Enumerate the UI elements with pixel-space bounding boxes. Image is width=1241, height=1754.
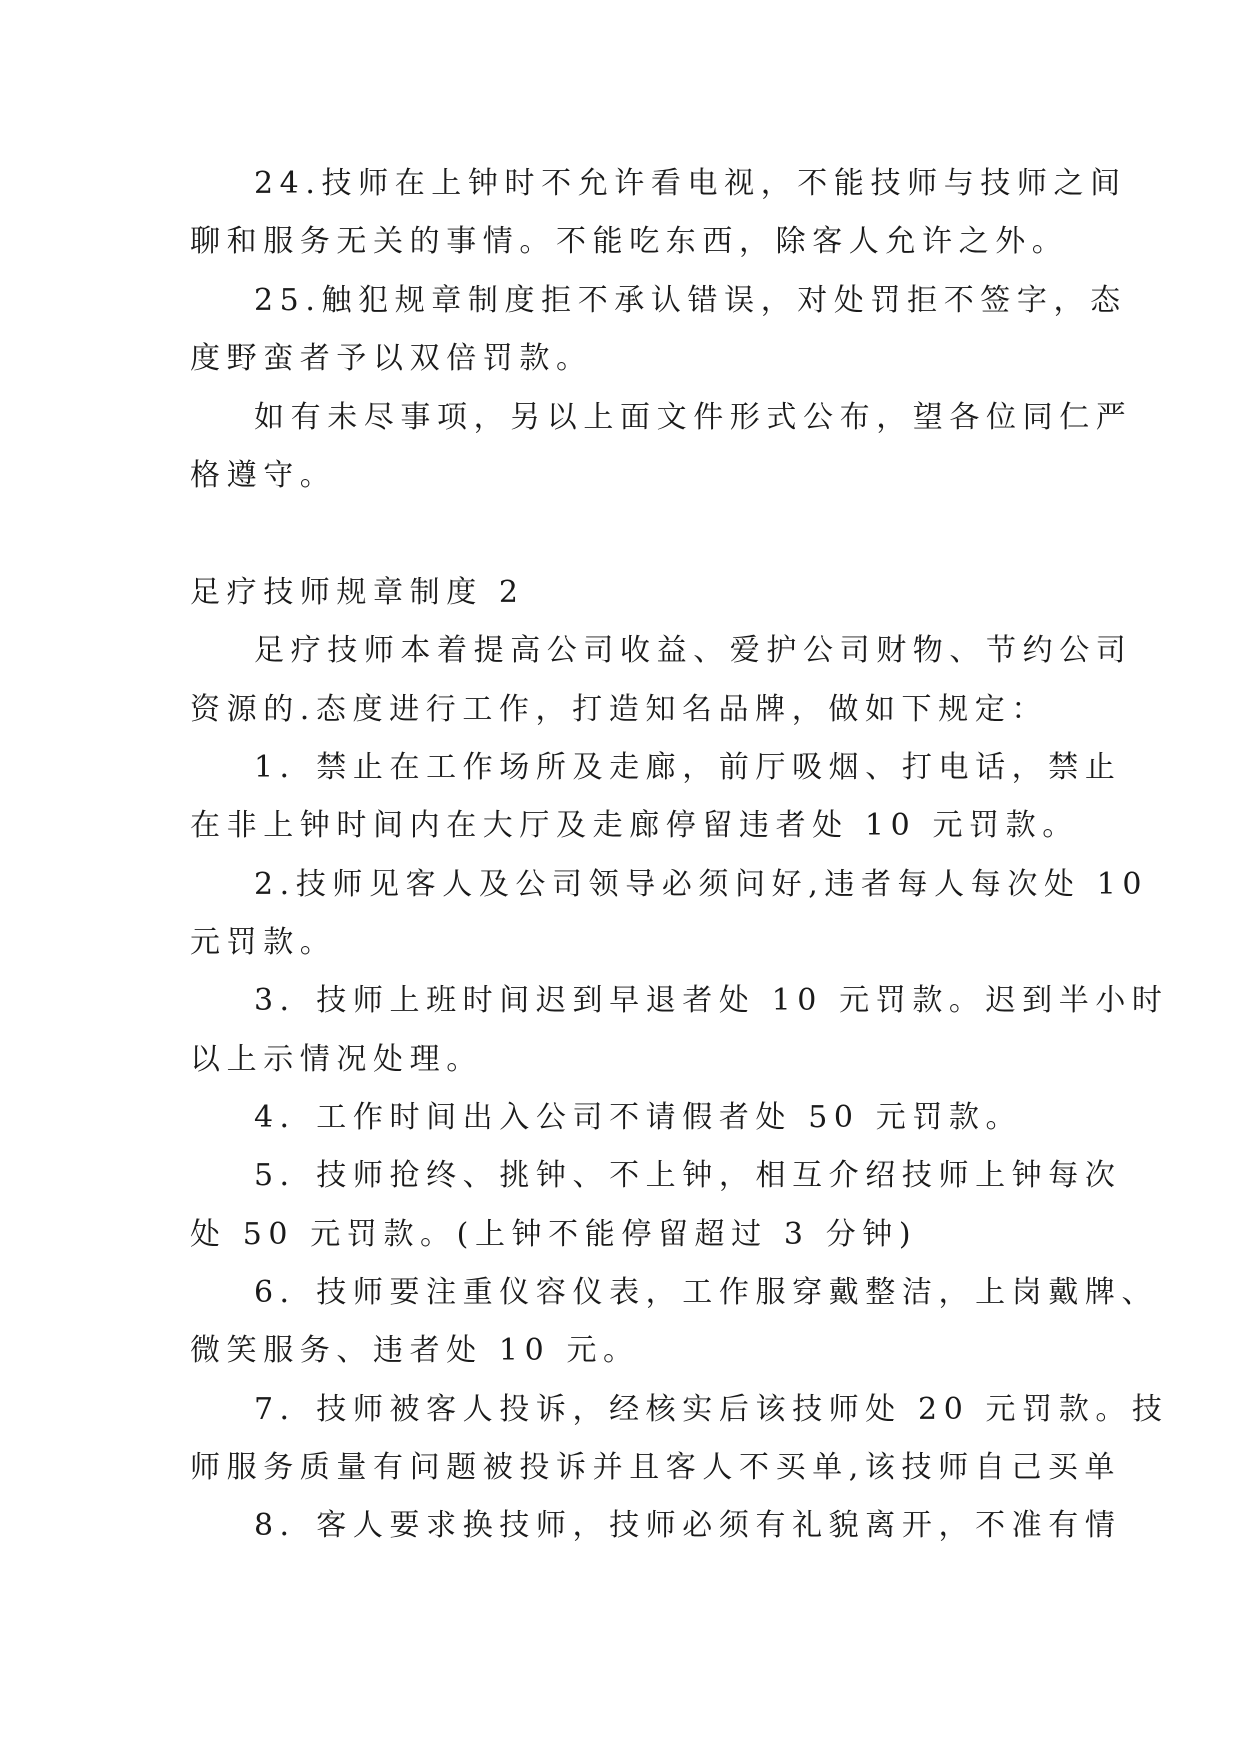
paragraph-24-line-1: 24.技师在上钟时不允许看电视，不能技师与技师之间 (254, 166, 1127, 201)
rule-2-line-2: 元罚款。 (190, 925, 337, 960)
rule-4-line-1: 4．工作时间出入公司不请假者处 50 元罚款。 (254, 1100, 1023, 1135)
section-heading: 足疗技师规章制度 2 (190, 575, 525, 610)
rule-3-line-1: 3．技师上班时间迟到早退者处 10 元罚款。迟到半小时 (254, 983, 1169, 1018)
rule-5-line-2: 处 50 元罚款。(上钟不能停留超过 3 分钟) (190, 1217, 918, 1252)
rule-7-line-1: 7．技师被客人投诉，经核实后该技师处 20 元罚款。技 (254, 1392, 1169, 1427)
rule-8-line-1: 8．客人要求换技师，技师必须有礼貌离开，不准有情 (254, 1508, 1122, 1543)
rule-6-line-1: 6．技师要注重仪容仪表，工作服穿戴整洁，上岗戴牌、 (254, 1275, 1159, 1310)
rule-1-line-1: 1．禁止在工作场所及走廊，前厅吸烟、打电话，禁止 (254, 750, 1122, 785)
rule-6-line-2: 微笑服务、违者处 10 元。 (190, 1333, 640, 1368)
rule-2-line-1: 2.技师见客人及公司领导必须问好,违者每人每次处 10 (254, 867, 1149, 902)
rule-7-line-2: 师服务质量有问题被投诉并且客人不买单,该技师自己买单 (190, 1450, 1122, 1485)
closing-note-line-2: 格遵守。 (190, 458, 337, 493)
paragraph-25-line-1: 25.触犯规章制度拒不承认错误，对处罚拒不签字，态 (254, 283, 1127, 318)
intro-line-2: 资源的.态度进行工作，打造知名品牌，做如下规定： (190, 692, 1048, 727)
intro-line-1: 足疗技师本着提高公司收益、爱护公司财物、节约公司 (254, 633, 1133, 668)
rule-1-line-2: 在非上钟时间内在大厅及走廊停留违者处 10 元罚款。 (190, 808, 1079, 843)
paragraph-24-line-2: 聊和服务无关的事情。不能吃东西，除客人允许之外。 (190, 224, 1069, 259)
paragraph-25-line-2: 度野蛮者予以双倍罚款。 (190, 341, 593, 376)
closing-note-line-1: 如有未尽事项，另以上面文件形式公布，望各位同仁严 (254, 400, 1133, 435)
rule-5-line-1: 5．技师抢终、挑钟、不上钟，相互介绍技师上钟每次 (254, 1158, 1122, 1193)
rule-3-line-2: 以上示情况处理。 (190, 1042, 483, 1077)
